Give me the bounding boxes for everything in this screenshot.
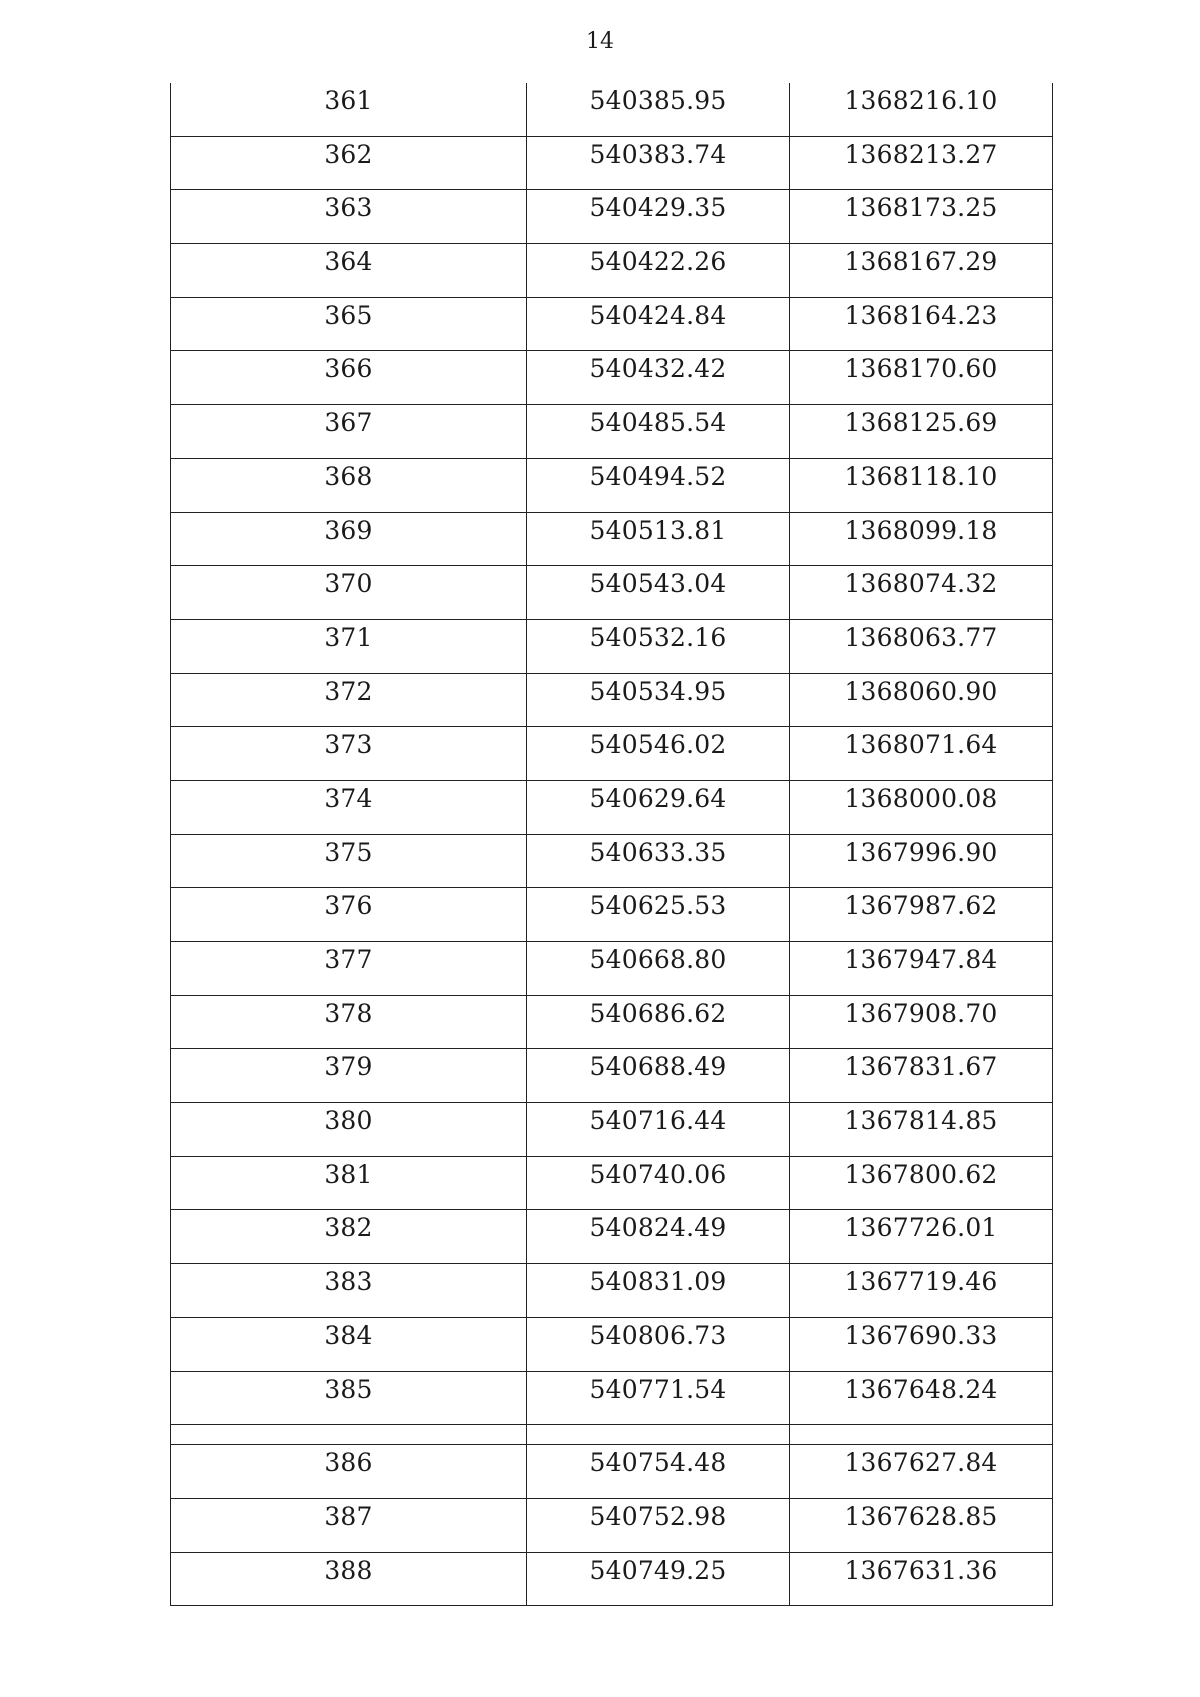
table-row <box>171 1445 1053 1499</box>
point-number-cell: 386 <box>171 1445 527 1499</box>
x-coordinate-cell: 540513.81 <box>527 512 790 566</box>
table-row <box>171 1156 1053 1210</box>
x-coordinate-cell: 540754.48 <box>527 1445 790 1499</box>
y-coordinate-cell: 1368125.69 <box>790 405 1053 459</box>
x-coordinate-cell: 540633.35 <box>527 834 790 888</box>
table-row <box>171 566 1053 620</box>
table-row <box>171 942 1053 996</box>
point-number-cell: 368 <box>171 458 527 512</box>
table-row <box>171 727 1053 781</box>
point-number-cell: 366 <box>171 351 527 405</box>
point-number-cell <box>171 1425 527 1445</box>
x-coordinate-cell: 540432.42 <box>527 351 790 405</box>
table-row <box>171 1425 1053 1445</box>
y-coordinate-cell: 1367987.62 <box>790 888 1053 942</box>
point-number-cell: 388 <box>171 1552 527 1606</box>
table-row <box>171 673 1053 727</box>
y-coordinate-cell: 1368216.10 <box>790 83 1053 136</box>
table-row <box>171 1049 1053 1103</box>
x-coordinate-cell: 540749.25 <box>527 1552 790 1606</box>
table-row <box>171 512 1053 566</box>
x-coordinate-cell: 540686.62 <box>527 995 790 1049</box>
y-coordinate-cell: 1368099.18 <box>790 512 1053 566</box>
table-row <box>171 995 1053 1049</box>
y-coordinate-cell: 1367947.84 <box>790 942 1053 996</box>
coordinates-table-body <box>171 83 1053 1606</box>
point-number-cell: 378 <box>171 995 527 1049</box>
y-coordinate-cell: 1367831.67 <box>790 1049 1053 1103</box>
x-coordinate-cell: 540546.02 <box>527 727 790 781</box>
table-row <box>171 1264 1053 1318</box>
y-coordinate-cell <box>790 1425 1053 1445</box>
table-row <box>171 244 1053 298</box>
point-number-cell: 365 <box>171 297 527 351</box>
table-row <box>171 405 1053 459</box>
point-number-cell: 364 <box>171 244 527 298</box>
x-coordinate-cell: 540668.80 <box>527 942 790 996</box>
x-coordinate-cell: 540771.54 <box>527 1371 790 1425</box>
x-coordinate-cell: 540625.53 <box>527 888 790 942</box>
table-row <box>171 619 1053 673</box>
y-coordinate-cell: 1368074.32 <box>790 566 1053 620</box>
table-row <box>171 458 1053 512</box>
table-row <box>171 834 1053 888</box>
x-coordinate-cell: 540534.95 <box>527 673 790 727</box>
point-number-cell: 363 <box>171 190 527 244</box>
point-number-cell: 381 <box>171 1156 527 1210</box>
point-number-cell: 373 <box>171 727 527 781</box>
y-coordinate-cell: 1367719.46 <box>790 1264 1053 1318</box>
y-coordinate-cell: 1367908.70 <box>790 995 1053 1049</box>
table-row <box>171 136 1053 190</box>
y-coordinate-cell: 1368071.64 <box>790 727 1053 781</box>
x-coordinate-cell: 540422.26 <box>527 244 790 298</box>
table-row <box>171 1498 1053 1552</box>
point-number-cell: 377 <box>171 942 527 996</box>
y-coordinate-cell: 1367996.90 <box>790 834 1053 888</box>
table-row <box>171 1371 1053 1425</box>
table-row <box>171 351 1053 405</box>
x-coordinate-cell: 540824.49 <box>527 1210 790 1264</box>
point-number-cell: 371 <box>171 619 527 673</box>
y-coordinate-cell: 1368118.10 <box>790 458 1053 512</box>
x-coordinate-cell: 540532.16 <box>527 619 790 673</box>
table-row <box>171 190 1053 244</box>
point-number-cell: 369 <box>171 512 527 566</box>
y-coordinate-cell: 1367800.62 <box>790 1156 1053 1210</box>
table-row <box>171 1317 1053 1371</box>
point-number-cell: 376 <box>171 888 527 942</box>
x-coordinate-cell: 540429.35 <box>527 190 790 244</box>
y-coordinate-cell: 1367648.24 <box>790 1371 1053 1425</box>
x-coordinate-cell: 540740.06 <box>527 1156 790 1210</box>
point-number-cell: 375 <box>171 834 527 888</box>
point-number-cell: 370 <box>171 566 527 620</box>
y-coordinate-cell: 1368173.25 <box>790 190 1053 244</box>
y-coordinate-cell: 1368170.60 <box>790 351 1053 405</box>
y-coordinate-cell: 1367690.33 <box>790 1317 1053 1371</box>
table-row <box>171 1552 1053 1606</box>
x-coordinate-cell: 540485.54 <box>527 405 790 459</box>
point-number-cell: 367 <box>171 405 527 459</box>
x-coordinate-cell: 540716.44 <box>527 1103 790 1157</box>
x-coordinate-cell: 540831.09 <box>527 1264 790 1318</box>
point-number-cell: 383 <box>171 1264 527 1318</box>
table-row <box>171 83 1053 136</box>
y-coordinate-cell: 1367631.36 <box>790 1552 1053 1606</box>
point-number-cell: 374 <box>171 780 527 834</box>
point-number-cell: 385 <box>171 1371 527 1425</box>
page-number: 14 <box>586 29 614 54</box>
x-coordinate-cell: 540752.98 <box>527 1498 790 1552</box>
x-coordinate-cell: 540806.73 <box>527 1317 790 1371</box>
point-number-cell: 379 <box>171 1049 527 1103</box>
point-number-cell: 380 <box>171 1103 527 1157</box>
point-number-cell: 361 <box>171 83 527 136</box>
table-row <box>171 888 1053 942</box>
y-coordinate-cell: 1368164.23 <box>790 297 1053 351</box>
y-coordinate-cell: 1368060.90 <box>790 673 1053 727</box>
y-coordinate-cell: 1368167.29 <box>790 244 1053 298</box>
y-coordinate-cell: 1367628.85 <box>790 1498 1053 1552</box>
y-coordinate-cell: 1368063.77 <box>790 619 1053 673</box>
x-coordinate-cell: 540629.64 <box>527 780 790 834</box>
y-coordinate-cell: 1368213.27 <box>790 136 1053 190</box>
y-coordinate-cell: 1367627.84 <box>790 1445 1053 1499</box>
point-number-cell: 372 <box>171 673 527 727</box>
coordinates-table <box>170 83 1053 1606</box>
point-number-cell: 362 <box>171 136 527 190</box>
y-coordinate-cell: 1367814.85 <box>790 1103 1053 1157</box>
point-number-cell: 387 <box>171 1498 527 1552</box>
x-coordinate-cell: 540494.52 <box>527 458 790 512</box>
y-coordinate-cell: 1368000.08 <box>790 780 1053 834</box>
y-coordinate-cell: 1367726.01 <box>790 1210 1053 1264</box>
x-coordinate-cell: 540543.04 <box>527 566 790 620</box>
x-coordinate-cell: 540424.84 <box>527 297 790 351</box>
x-coordinate-cell <box>527 1425 790 1445</box>
table-row <box>171 780 1053 834</box>
point-number-cell: 384 <box>171 1317 527 1371</box>
x-coordinate-cell: 540385.95 <box>527 83 790 136</box>
x-coordinate-cell: 540688.49 <box>527 1049 790 1103</box>
x-coordinate-cell: 540383.74 <box>527 136 790 190</box>
point-number-cell: 382 <box>171 1210 527 1264</box>
table-row <box>171 297 1053 351</box>
table-row <box>171 1210 1053 1264</box>
table-row <box>171 1103 1053 1157</box>
